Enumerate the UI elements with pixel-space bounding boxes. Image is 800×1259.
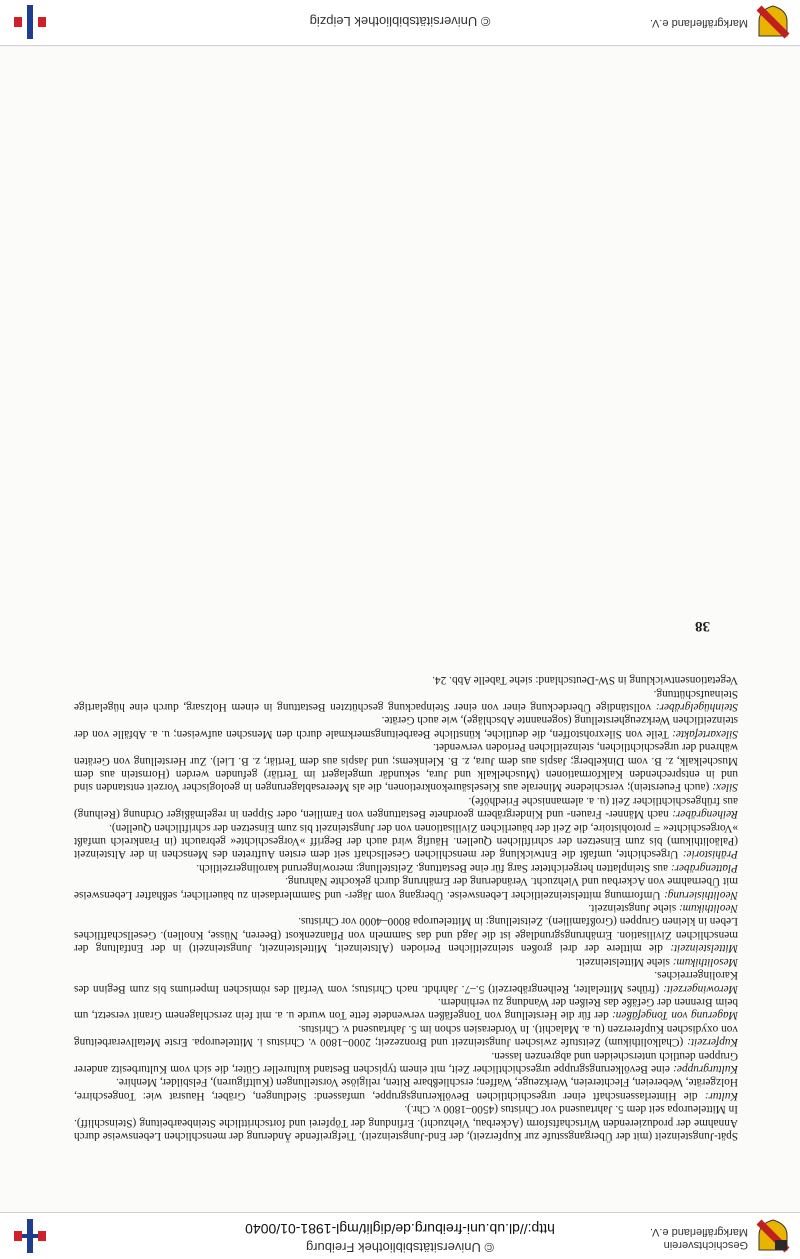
society-line-1: Geschichtsverein [663, 1239, 748, 1251]
glossary-definition: Urgeschichte, umfaßt die Entwicklung der menschlichen Gesellschaft seit dem ersten Auftreten des Menschen in der Altsteinzeit (Paläolithikum) bis zum Einsetzen der schriftlichen Quellen. Häufig wird auch der Begriff »Vorgeschichte« gebraucht (in Frankreich umfaßt »Vorgeschichte« = protohistoire, die Zeit der bäuerlichen Zivilisationen von der Jungsteinzeit bis zum Einsetzen der schriftlichen Quellen). [74, 821, 738, 861]
glossary-definition: (auch Feuerstein); verschiedene Minerale aus Kieselsäurekonkretionen, die als Meeresablagerungen in geologischer Vorzeit entstanden sind und in entsprechenden Kalkformationen (Muschelkalk und Jura, sekundär umgelagert im Tertiär) gefunden werden (Hornstein aus dem Muschelkalk, z. B. vom Dinkelberg; Jaspis aus dem Jura, z. B. Kleinkems; und Jaspis aus dem Tertiär, z. B. Liel). Zur Herstellung von Geräten während der urgeschichtlichen, steinzeitlichen Perioden verwendet. [74, 741, 738, 794]
glossary-definition: Teile von Silexrohstoffen, die deutliche, künstliche Bearbeitungsmerkmale durch den Menschen aufweisen; u. a. Abfälle von der steinzeitlichen Werkzeugherstellung (sogenannte Abschläge), wie auch Geräte. [74, 714, 738, 740]
glossary-term: Prähistorie: [682, 848, 738, 861]
glossary-entry [74, 820, 738, 860]
glossary-definition: Spät-Jungsteinzeit (mit der Übergangsstufe zur Kupferzeit), der End-Jungsteinzeit). Tiefgreifende Änderung der menschlichen Lebensweise durch Annahme der produzierenden Wirtschaftsform (Ackerbau, Viehzucht). Erfindung der Töpferei und fortschrittliche Steinbearbeitung (Steinschliff). In Mitteleuropa seit dem 5. Jahrtausend vor Christus (4500–1800 v. Chr.). [74, 1103, 738, 1142]
glossary-definition: siehe Mittelsteinzeit. [575, 955, 673, 968]
glossary-entry [74, 686, 738, 713]
glossary-term: Mittelsteinzeit: [670, 942, 738, 955]
footer-copyright: © Universitätsbibliothek Leipzig [309, 14, 491, 29]
glossary-entry [74, 1021, 738, 1048]
glossary-term: Plattengräber: [670, 861, 738, 874]
permalink-url[interactable]: http://dl.ub.uni-freiburg.de/diglit/mgl-1981-01/0040 [245, 1221, 555, 1237]
glossary-text [74, 673, 738, 1142]
glossary-entry [74, 901, 738, 914]
glossary-term: Mesolithikum: [672, 955, 738, 968]
glossary-definition: die Hinterlassenschaft einer urgeschichtlichen Bevölkerungsgruppe, umfassend: Siedlungen, Gräber, Hausrat wie: Tongeschirre, Holzgeräte, Webereien, Flechtereien, Werkzeuge, Waffen; erschließbare Riten, religiöse Vorstellungen (Kultfiguren), Felsbilder, Menhire. [74, 1076, 738, 1102]
footer-society: Markgräflerland e.V. [649, 17, 748, 29]
glossary-entry [74, 1102, 738, 1142]
glossary-entry [74, 793, 738, 820]
glossary-term: Steinhügelgräber: [655, 701, 738, 713]
glossary-term: Reihengräber: [672, 808, 738, 821]
scanned-page [0, 47, 800, 1212]
glossary-term: Silex: [712, 781, 738, 794]
glossary-entry [74, 1075, 738, 1102]
university-logo-icon [12, 1217, 48, 1255]
glossary-term: Magerung von Tongefäßen: [611, 1009, 738, 1022]
glossary-entry [74, 995, 738, 1022]
glossary-entry [74, 1048, 738, 1075]
glossary-entry [74, 968, 738, 995]
glossary-definition: Vegetationsentwicklung in SW-Deutschland: siehe Tabelle Abb. 24. [432, 674, 738, 687]
glossary-term: Kulturgruppe: [673, 1062, 738, 1075]
glossary-entry [74, 860, 738, 873]
glossary-term: Kultur: [704, 1089, 738, 1102]
glossary-definition: eine Bevölkerungsgruppe urgeschichtlicher Zeit, mit einem typischen Bestand kultureller Güter, die sich vom Kulturbesitz anderer Gruppen deutlich unterscheiden und abgrenzen lassen. [74, 1049, 738, 1075]
glossary-entry [74, 914, 738, 954]
glossary-entry [74, 673, 738, 686]
viewer-header [0, 1212, 800, 1259]
glossary-definition: Umformung mittelsteinzeitlicher Lebensweise. Übergang vom Jäger- und Sammlerdasein zu bäuerlicher, seßhafter Lebensweise mit Übernahme von Ackerbau und Viehzucht. Veränderung der Ernährung durch gekochte Nahrung. [74, 875, 738, 901]
glossary-definition: nach Männer- Frauen- und Kindergräbern geordnete Bestattungen von Familien, oder Sippen in regelmäßiger Ordnung (Reihung) aus frühgeschichtlicher Zeit (u. a. alemannische Friedhöfe). [74, 794, 738, 821]
glossary-entry [74, 740, 738, 794]
glossary-definition: aus Steinplatten hergerichteter Sarg für eine Bestattung. Zeitstellung: merowingerund karolingerzeitlich. [196, 861, 671, 874]
glossary-entry [74, 713, 738, 740]
glossary-definition: (Chalkolithikum) Zeitstufe zwischen Jungsteinzeit und Bronzezeit; 2000–1800 v. Christus i. Mitteleuropa. Erste Metallverarbeitung von oxydischen Kupfererzen (u. a. Malachit). In Vorderasien schon im 5. Jahrtausend v. Christus. [74, 1022, 738, 1049]
glossary-term: Neolithikum: [679, 902, 738, 915]
glossary-term: Kupferzeit: [687, 1036, 738, 1049]
glossary-entry [74, 874, 738, 901]
glossary-definition: der für die Herstellung von Tongefäßen verwendete fette Ton wurde u. a. mit fein zerschlagenem Granit versetzt, um beim Brennen der Gefäße das Reißen der Wandung zu verhindern. [74, 995, 738, 1022]
copyright-text: © Universitätsbibliothek Freiburg [305, 1240, 495, 1255]
glossary-term: Silexartefakte: [672, 727, 738, 740]
glossary-entry [74, 954, 738, 967]
library-logo-icon [12, 3, 48, 41]
glossary-definition: vollständige Überdeckung einer von einer Steinpackung geschützten Bestattung in einem Holzsarg, durch eine hügelartige Steinaufschüttung. [74, 687, 738, 713]
glossary-definition: die mittlere der drei großen steinzeitlichen Perioden (Altsteinzeit, Mittelsteinzeit, Jungsteinzeit) in der Entfaltung der menschlichen Zivilisation. Ernährungsgrundlage ist die Jagd und das Sammeln von Pflanzenkost (Beeren, Nüsse, Knollen). Gesellschaftliches Leben in kleinen Gruppen (Großfamilien). Zeitstellung: in Mitteleuropa 8000–4000 vor Christus. [74, 915, 738, 955]
society-line-2: Markgräflerland e.V. [649, 1226, 748, 1238]
page-number: 38 [695, 618, 710, 634]
glossary-definition: siehe Jungsteinzeit. [588, 902, 680, 915]
glossary-term: Neolithisierung: [663, 888, 738, 901]
glossary-term: Merowingerzeit: [663, 982, 738, 995]
glossary-definition: (frühes Mittelalter, Reihengräberzeit) 5.–7. Jahrhdt. nach Christus; vom Verfall des römischen Imperiums bis zum Beginn des Karolingerreiches. [74, 969, 738, 995]
viewer-footer [0, 0, 800, 46]
